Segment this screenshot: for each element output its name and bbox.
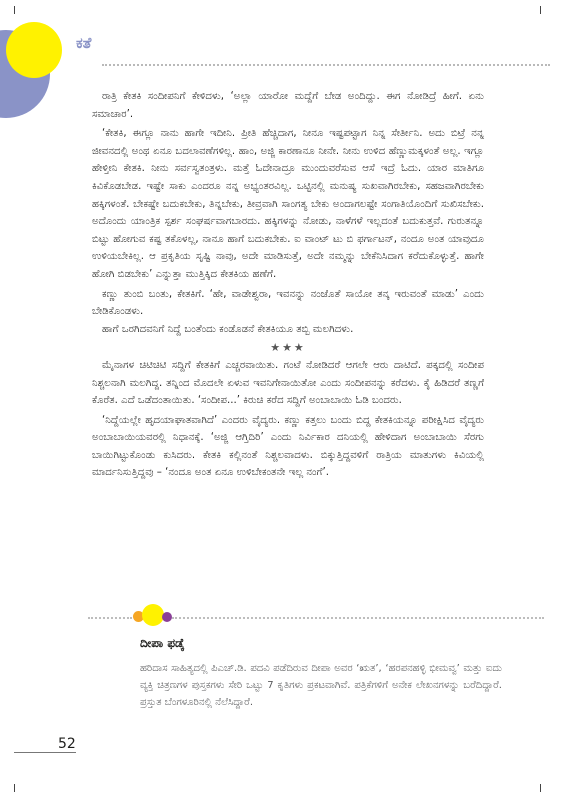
decorative-dot-purple	[162, 612, 172, 622]
author-bio: ಹರಿದಾಸ ಸಾಹಿತ್ಯದಲ್ಲಿ ಪಿಎಚ್.ಡಿ. ಪದವಿ ಪಡೆದಿರುವ ದೀಪಾ ಅವರ ‘ಋತ’, ‘ಹರಪನಹಳ್ಳಿ ಭೀಮವ್ವ’ ಮತ್ತು ಐದು ವ್ಯಕ್ತಿ ಚಿತ್ರಣಗಳ ಪುಸ್ತಕಗಳು ಸೇರಿ ಒಟ್ಟು 7 ಕೃತಿಗಳು ಪ್ರಕಟವಾಗಿವೆ. ಪತ್ರಿಕೆಗಳಿಗೆ ಅನೇಕ ಲೇಖನಗಳನ್ನು ಬರೆದಿದ್ದಾರೆ. ಪ್ರಸ್ತುತ ಬೆಂಗಳೂರಿನಲ್ಲಿ ನೆಲೆಸಿದ್ದಾರೆ.	[140, 663, 502, 708]
decorative-dot-yellow	[142, 604, 164, 626]
crop-mark-bottom-left	[14, 784, 21, 792]
section-break-stars: ★★★	[270, 341, 306, 355]
crop-mark-top-left	[14, 6, 21, 14]
story-paragraph: ಹಾಗೆ ಒರಗಿದವನಿಗೆ ನಿದ್ದೆ ಬಂತೆಂದು ಕಂಡೊಡನೆ ಕೇತಕಿಯೂ ತಬ್ಬಿ ಮಲಗಿದಳು.	[102, 323, 354, 335]
story-paragraph: ‘ಕೇತಕಿ, ಈಗ್ಲೂ ನಾನು ಹಾಗೇ ಇದೀನಿ. ಪ್ರೀತಿ ಹೆಚ್ಚಿದಾಗ, ನೀನೂ ಇಷ್ಟಪಟ್ಟಾಗ ನಿನ್ನ ಸೇರ್ತೀನಿ. ಅದು ಬಿಟ್ರೆ ನನ್ನ ಜೀವನದಲ್ಲಿ ಅಂಥ ಏನೂ ಬದಲಾವಣೆಗಳಿಲ್ಲ. ಹಾಂ, ಅಜ್ಜಿ ಕಾರಣಾನೂ ನೀನೇ. ನೀನು ಉಳಿದ ಹೆಣ್ಣುಮಕ್ಕಳಂತೆ ಅಲ್ಲ. ಇಗ್ಲೂ ಹೇಳ್ತೀನಿ ಕೇತಕಿ. ನೀನು ಸರ್ವಸ್ವತಂತ್ರಳು. ಮತ್ತೆ ಓದೇನಾದ್ರೂ ಮುಂದುವರೆಸುವ ಆಸೆ ಇದ್ರೆ ಓದು. ಯಾರ ಮಾತಿಗೂ ಕಿವಿಕೊಡಬೇಡ. ಇಷ್ಟೇ ಸಾಕು ಎಂದರೂ ನನ್ನ ಅಭ್ಯಂತರವಿಲ್ಲ. ಒಟ್ಟಿನಲ್ಲಿ ಮನುಷ್ಯ ಸುಖವಾಗಿರಬೇಕು, ಸಹಜವಾಗಿರಬೇಕು ಹಕ್ಕಿಗಳಂತೆ. ಬೇಕಷ್ಟೇ ಬದುಕಬೇಕು, ತಿನ್ನಬೇಕು, ತೀವ್ರವಾಗಿ ಸಾಂಗತ್ಯ ಬೇಕು ಅಂದಾಗಲಷ್ಟೇ ಸಂಗಾತಿಯೊಂದಿಗೆ ಸುಖಿಸಬೇಕು. ಅದೊಂದು ಯಾಂತ್ರಿಕ ಸ್ಪರ್ಶ ಸಂಘರ್ಷವಾಗಬಾರದು. ಹಕ್ಕಿಗಳನ್ನು ನೋಡು, ನಾಳೆಗಳೆ ಇಲ್ಲದಂತೆ ಬದುಕುತ್ತವೆ. ಗುರುತನ್ನೂ ಬಿಟ್ಟು ಹೋಗುವ ಕಷ್ಟ ತಕೊಳಲ್ಲ, ನಾನೂ ಹಾಗೆ ಬದುಕಬೇಕು. ಐ ವಾಂಟ್ ಟು ಬಿ ಫರ್ಗಾಟನ್, ನಂದೂ ಅಂತ ಯಾವುದೂ ಉಳಿಯಬೇಕಿಲ್ಲ. ಆ ಪ್ರಕೃತಿಯ ಸೃಷ್ಟಿ ನಾವು, ಅದೇ ಮಾಡಿಸುತ್ತೆ, ಅದೇ ನಮ್ಮನ್ನು ಬೇಕೆನಿಸಿದಾಗ ಕರೆದುಕೊಳ್ಳುತ್ತೆ. ಹಾಗೇ ಹೋಗಿ ಬಿಡಬೇಕು’ ಎನ್ನುತ್ತಾ ಮುತ್ತಿಕ್ಕಿದ ಕೇತಕಿಯ ಹಣೆಗೆ.	[92, 128, 484, 280]
header-dotted-rule	[102, 64, 550, 66]
story-paragraph: ಕಣ್ಣು ತುಂಬಿ ಬಂತು, ಕೇತಕಿಗೆ. ‘ಹೇ, ವಾಡೇಶ್ವರಾ, ಇವನನ್ನು ನಂಜೊತೆ ಸಾಯೋ ತನ್ಕ ಇರುವಂತೆ ಮಾಡು’ ಎಂದು ಬೇಡಿಕೊಂಡಳು.	[92, 288, 484, 318]
story-body	[92, 88, 484, 482]
section-title: ಕತೆ	[76, 34, 92, 52]
crop-mark-bottom-right	[540, 784, 547, 792]
crop-mark-top-right	[540, 6, 547, 14]
story-paragraph: ‘ನಿದ್ದೆಯಲ್ಲೇ ಹೃದಯಾಘಾತವಾಗಿದೆ’ ಎಂದರು ವೈದ್ಯರು. ಕಣ್ಣು ಕತ್ತಲು ಬಂದು ಬಿದ್ದ ಕೇತಕಿಯನ್ನೂ ಪರೀಕ್ಷಿಸಿದ ವೈದ್ಯರು ಅಂಬಾಬಾಯಿಯವರಲ್ಲಿ ನಿಧಾನಕ್ಕೆ. ‘ಅಜ್ಜಿ ಆಗ್ತಿದಿರಿ’ ಎಂದು ನಿರ್ವಿಕಾರ ದನಿಯಲ್ಲಿ ಹೇಳಿದಾಗ ಅಂಬಾಬಾಯಿ ಸೆರಗು ಬಾಯಿಗಿಟ್ಟುಕೊಂಡು ಕುಸಿದರು. ಕೇತಕಿ ಕಲ್ಲಿನಂತೆ ನಿಶ್ಚಲವಾದಳು. ಬಿಕ್ಕುತ್ತಿದ್ದವಳಿಗೆ ರಾತ್ರಿಯ ಮಾತುಗಳು ಕಿವಿಯಲ್ಲಿ ಮಾರ್ದನಿಸುತ್ತಿದ್ದವು – ‘ನಂದೂ ಅಂತ ಏನೂ ಉಳಿಬೇಕಂತನೇ ಇಲ್ಲ ನಂಗೆ’.	[92, 414, 484, 479]
decorative-circle-yellow	[6, 22, 62, 78]
story-paragraph: ರಾತ್ರಿ ಕೇತಕಿ ಸಂದೀಪನಿಗೆ ಕೇಳಿದಳು, ‘ಅಲ್ಲಾ ಯಾರೋ ಮದ್ದೆಗೆ ಬೇಡ ಅಂದಿದ್ದು. ಈಗ ನೋಡಿದ್ರೆ ಹೀಗೆ. ಏನು ಸಮಾಚಾರ’.	[92, 91, 484, 120]
story-paragraph: ಮೈನಾಗಳ ಚಿಟಿಚಿಟಿ ಸದ್ದಿಗೆ ಕೇತಕಿಗೆ ಎಚ್ಚರವಾಯಿತು. ಗಂಟೆ ನೋಡಿದರೆ ಆಗಲೇ ಆರು ದಾಟಿದೆ. ಪಕ್ಕದಲ್ಲಿ ಸಂದೀಪ ನಿಶ್ಚಲನಾಗಿ ಮಲಗಿದ್ದ. ತನ್ನಿಂದ ಮೊದಲೇ ಏಳುವ ಇವನಿಗೇನಾಯಿತೋ ಎಂದು ಸಂದೀಪನನ್ನು ಕರೆದಳು. ಕೈ ಹಿಡಿದರೆ ತಣ್ಣಗೆ ಕೊರೆತ. ಎದೆ ಒಡೆದಂತಾಯಿತು. ‘ಸಂದೀಪ...’ ಕಿರುಚಿ ಕರೆದ ಸದ್ದಿಗೆ ಅಂಬಾಬಾಯಿ ಓಡಿ ಬಂದರು.	[92, 359, 484, 407]
page-number-rule	[14, 752, 76, 753]
author-name: ದೀಪಾ ಫಡ್ಕೆ	[140, 636, 185, 650]
page-number: 52	[58, 736, 76, 752]
separator-dotted-rule-right	[172, 617, 544, 619]
separator-dotted-rule-left	[88, 617, 132, 619]
